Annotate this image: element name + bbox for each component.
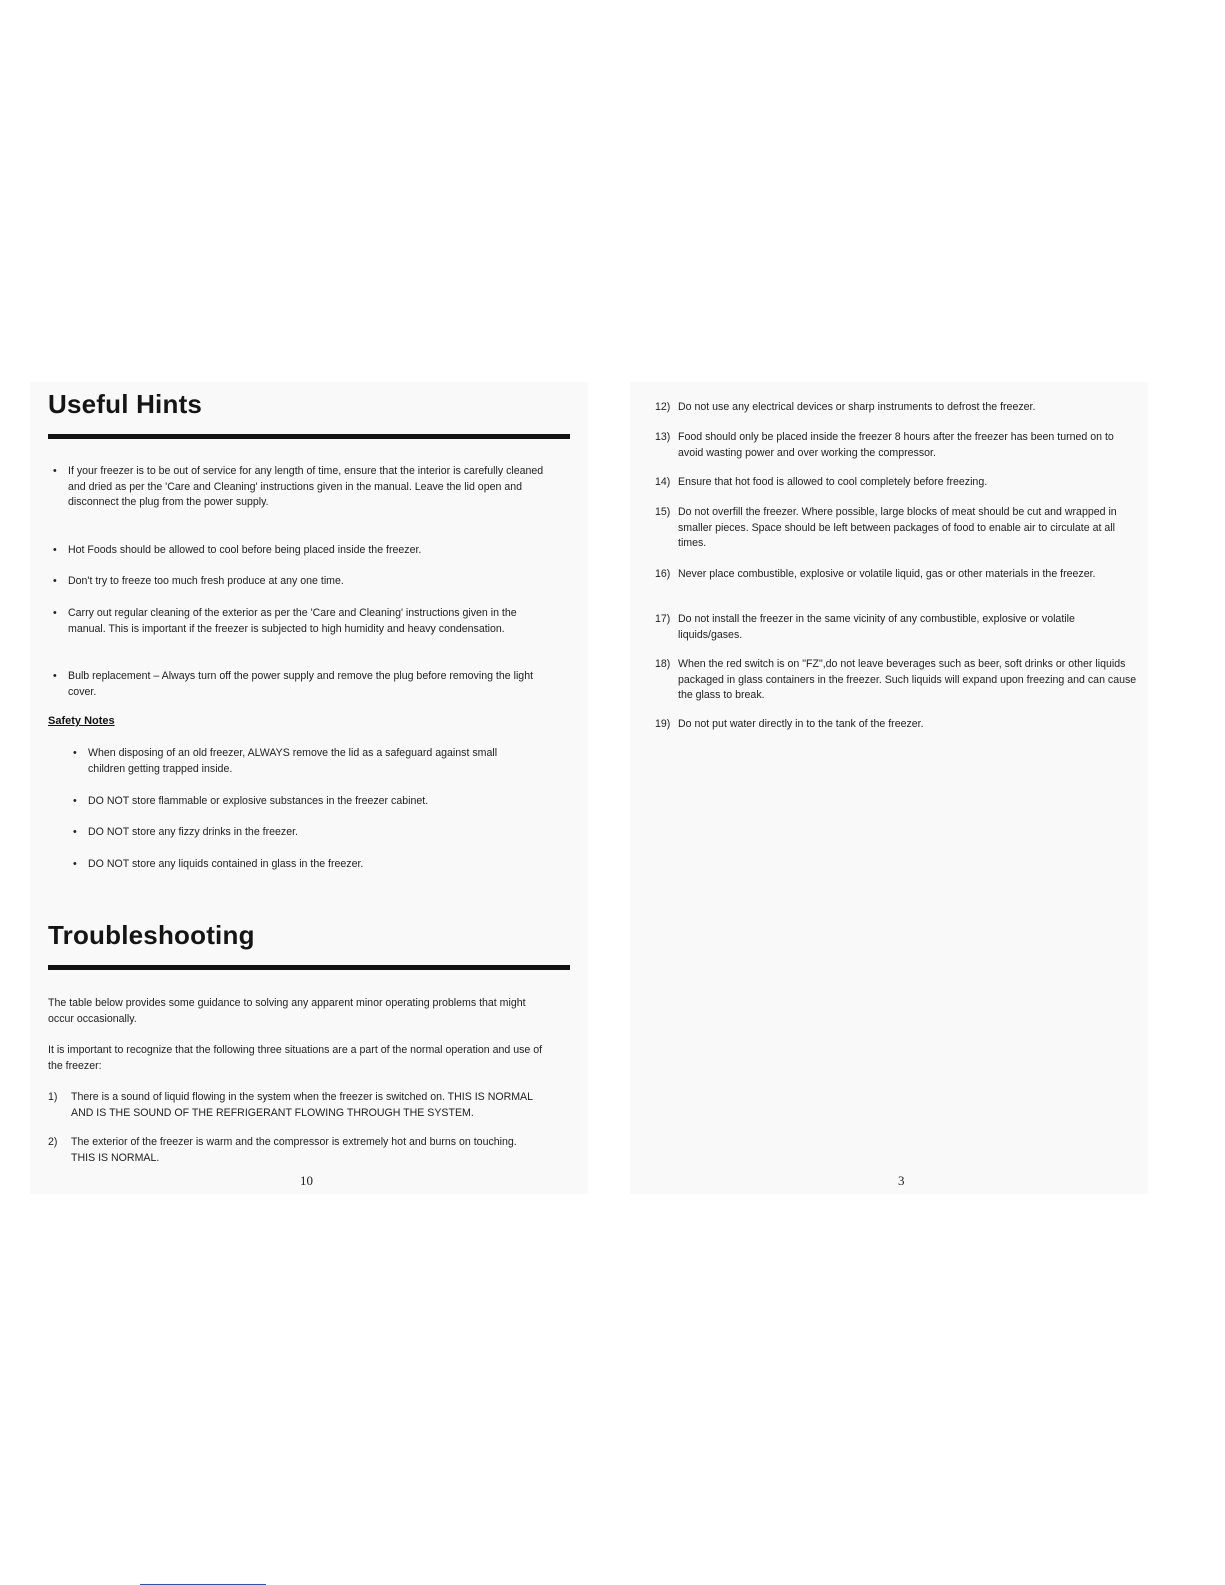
rule-item: 19) Do not put water directly in to the tank of the freezer. — [655, 718, 924, 730]
troubleshooting-intro: It is important to recognize that the following three situations are a part of the normal operation and use of the freezer: — [48, 1044, 543, 1072]
rule-item: 14) Ensure that hot food is allowed to cool completely before freezing. — [655, 476, 988, 488]
hint-item: • Bulb replacement – Always turn off the power supply and remove the plug before removing the light cover. — [53, 670, 534, 698]
useful-hints-title: Useful Hints — [48, 389, 203, 419]
title-rule — [48, 434, 570, 439]
hint-item: • Hot Foods should be allowed to cool before being placed inside the freezer. — [53, 544, 422, 556]
page-number: 10 — [300, 1173, 313, 1188]
safety-item: • DO NOT store any fizzy drinks in the freezer. — [73, 826, 298, 838]
rule-item: 16) Never place combustible, explosive or volatile liquid, gas or other materials in the freezer. — [655, 568, 1096, 580]
troubleshooting-title: Troubleshooting — [48, 920, 255, 950]
hint-item: • Don't try to freeze too much fresh produce at any one time. — [53, 575, 344, 587]
rule-item: 13) Food should only be placed inside the freezer 8 hours after the freezer has been turned on to avoid wasting power and over working the compressor. — [655, 431, 1114, 459]
situation-item: 1) There is a sound of liquid flowing in the system when the freezer is switched on. THIS IS NORMAL AND IS THE SOUND OF THE REFRIGERANT FLOWING THROUGH THE SYSTEM. — [48, 1091, 533, 1119]
hint-item: • Carry out regular cleaning of the exterior as per the 'Care and Cleaning' instructions given in the manual. This is important if the freezer is subjected to high humidity and heavy condensation. — [53, 607, 517, 635]
right-page — [630, 382, 1148, 1194]
rule-item: 15) Do not overfill the freezer. Where possible, large blocks of meat should be cut and wrapped in smaller pieces. Space should be left between packages of food to enable air to circulate at all times. — [655, 506, 1117, 549]
rule-item: 18) When the red switch is on "FZ",do not leave beverages such as beer, soft drinks or other liquids packaged in glass containers in the freezer. Such liquids will expand upon freezing and can cause the glass to break. — [655, 658, 1137, 701]
safety-notes-heading: Safety Notes — [48, 715, 115, 727]
safety-item: • DO NOT store any liquids contained in glass in the freezer. — [73, 858, 364, 870]
rule-item: 17) Do not install the freezer in the same vicinity of any combustible, explosive or volatile liquids/gases. — [655, 613, 1075, 641]
page-number: 3 — [898, 1173, 905, 1188]
safety-item: • DO NOT store flammable or explosive substances in the freezer cabinet. — [73, 795, 429, 807]
troubleshooting-intro: The table below provides some guidance to solving any apparent minor operating problems that might occur occasionally. — [48, 997, 526, 1025]
safety-item: • When disposing of an old freezer, ALWAYS remove the lid as a safeguard against small children getting trapped inside. — [73, 747, 498, 775]
hint-item: • If your freezer is to be out of service for any length of time, ensure that the interior is carefully cleaned and dried as per the 'Care and Cleaning' instructions given in the manual. Leave the lid open and disconnect the plug from the power supply. — [53, 465, 544, 508]
rule-item: 12) Do not use any electrical devices or sharp instruments to defrost the freezer. — [655, 401, 1036, 413]
title-rule — [48, 965, 570, 970]
situation-item: 2) The exterior of the freezer is warm and the compressor is extremely hot and burns on touching. THIS IS NORMAL. — [48, 1136, 517, 1164]
